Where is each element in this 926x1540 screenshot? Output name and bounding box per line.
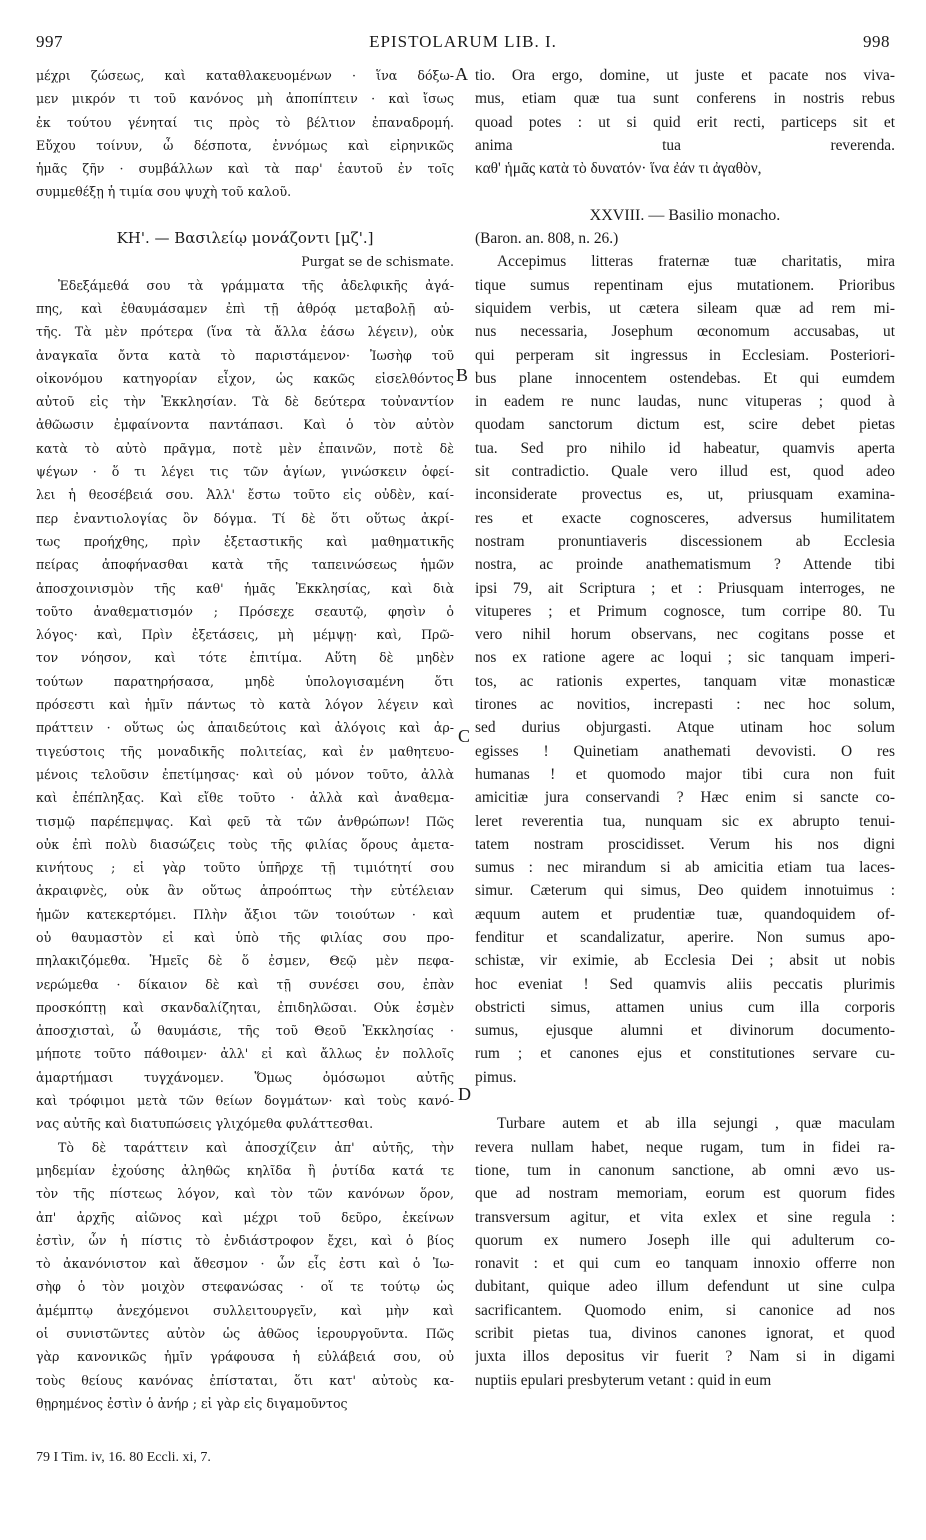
- greek-text-line: μεν μικρόν τι τοῦ κανόνος μὴ ἀποπίπτειν · καὶ ἴσως: [36, 91, 454, 107]
- latin-text-line: nos ex ratione agere ac loqui ; sic tanquam imperi-: [475, 649, 895, 667]
- latin-text-line: que ad nostram memoriam, eorum est quorum fides: [475, 1185, 895, 1203]
- greek-text-line: τούτων παρατηρήσασα, μηδὲ ὑπολογισαμένη ὅτι: [36, 673, 454, 689]
- greek-text-line: ἐκ τούτου γένηταί τις πρὸς τὸ βέλτιον ἐπαναδρομή.: [36, 114, 454, 130]
- greek-text-line: ἀμέμπτῳ ἀνεχόμενοι συλλειτουργεῖν, καὶ μὴν καὶ: [36, 1302, 454, 1318]
- latin-text-line: ipsi 79, ait Scriptura ; et : Priusquam interroges, ne: [475, 579, 895, 597]
- greek-text-line: ἀποσχοινισμὸν τῆς καθ' ἡμᾶς Ἐκκλησίας, καὶ διὰ: [36, 580, 454, 596]
- latin-text-line: ronavit : et qui cum eo tanquam innoxio offerre non: [475, 1255, 895, 1273]
- greek-text-line: νας αὐτῆς καὶ διατυπώσεις γλιχόμεθα φυλάττεσθαι.: [36, 1116, 374, 1132]
- greek-text-line: Ἐδεξάμεθά σου τὰ γράμματα τῆς ἀδελφικῆς ἀγά-: [58, 277, 454, 293]
- latin-text-line: tatem nostram proscidisset. Verum his nos digni: [475, 835, 895, 853]
- latin-text-line: tique sumus repentinam ejus mutationem. Prioribus: [475, 276, 895, 294]
- latin-text-line: simur. Cæterum qui simus, Deo quidem innotuimus :: [475, 882, 895, 900]
- greek-text-line: περ ἐναντιολογίας ὂν δόγμα. Τί δὲ ὅτι οὕτως ἀκρί-: [36, 510, 454, 526]
- greek-text-line: τον νόησον, καὶ τότε ἐπιτίμα. Αὕτη δὲ μηδὲν: [36, 650, 454, 666]
- greek-text-line: ἡμῶν κατεκερτόμει. Πλὴν ἄξιοι τῶν τοιούτων · καὶ: [36, 906, 454, 922]
- greek-text-line: ψέγων · ὅ τι λέγει τις τῶν ἁγίων, γινώσκειν ὀφεί-: [36, 464, 454, 480]
- greek-text-line: τισμῷ παρέπεμψας. Καὶ φεῦ τὰ τῶν ἀνθρώπων! Πῶς: [36, 813, 454, 829]
- latin-text-line: dubitant, quique adeo illum defendunt ut sine culpa: [475, 1278, 895, 1296]
- latin-text-line: quoad potes : ut si quid erit recti, particeps sit et: [475, 113, 895, 131]
- latin-text-line: qui perperam sit ingressus in Ecclesiam. Posteriori-: [475, 346, 895, 364]
- footnotes: 79 I Tim. iv, 16. 80 Eccli. xi, 7.: [36, 1450, 211, 1465]
- greek-text-line: Εὔχου τοίνυν, ὦ δέσποτα, ἐννόμως καὶ εἰρηνικῶς: [36, 137, 454, 153]
- running-title: EPISTOLARUM LIB. I.: [369, 32, 557, 51]
- margin-marker-c: C: [458, 726, 471, 746]
- greek-text-line: πρόσεστι καὶ ἡμῖν πάντως τὸ κατὰ λόγον λέγειν καὶ: [36, 697, 454, 713]
- greek-text-line: οἰκονόμου κατηγορίαν εἶχον, ὡς κακῶς εἰσελθόντος: [36, 370, 454, 386]
- greek-text-line: πείρας ἀποφήνασθαι κατὰ τῆς ταπεινώσεως ἡμῶν: [36, 557, 454, 573]
- spacer: [475, 180, 895, 203]
- greek-text-line: τῆς. Τὰ μὲν πρότερα (ἵνα τὰ ἄλλα ἐάσω λέγειν), οὐκ: [36, 324, 454, 340]
- latin-text-line: sacrificantem. Quomodo enim, si canonice ad nos: [475, 1301, 895, 1319]
- latin-text-line: mus, etiam quæ tua sunt conferens in nostris rebus: [475, 90, 895, 108]
- latin-text-line: in eadem re nunc laudas, nunc vituperas ; quod à: [475, 393, 895, 411]
- latin-text-line: tirones ac novitios, increpasti : nec hoc solum,: [475, 696, 895, 714]
- greek-text-line: τιγεύστοις τῆς μοναδικῆς πολιτείας, καὶ ἐν μαθητευο-: [36, 743, 454, 759]
- greek-text-line: ἐστὶν, ὧν ἡ πίστις τὸ ἐνδιάστροφον ἔχει, καὶ ὁ βίος: [36, 1232, 454, 1248]
- greek-text-line: ἁμαρτήμασι τυγχάνομεν. Ὅμως ὀμόσωμοι αὐτῆς: [36, 1069, 454, 1085]
- latin-text-line: sumus : nec mirandum si ab amicitia etiam tua laces-: [475, 859, 895, 877]
- latin-text-line: καθ' ἡμᾶς κατὰ τὸ δυνατόν· ἵνα ἐάν τι ἀγαθὸν,: [475, 160, 762, 178]
- latin-text-line: rum ; et canones ejus et constitutiones servare cu-: [475, 1045, 895, 1063]
- latin-text-line: Accepimus litteras fraternæ tuæ charitatis, mira: [497, 253, 895, 271]
- latin-text-line: siquidem verbis, ut cætera sileam quæ ad rem mi-: [475, 299, 895, 317]
- greek-text-line: νερώμεθα · δίκαιον δὲ καὶ τῇ συνέσει σου, ἐπὰν: [36, 976, 454, 992]
- margin-marker-d: D: [458, 1084, 471, 1104]
- greek-text-line: αὐτοῦ εἰς τὴν Ἐκκλησίαν. Τὰ δὲ δεύτερα τοὐναντίον: [36, 394, 454, 410]
- latin-column: [475, 64, 895, 1392]
- greek-column: [36, 64, 454, 1415]
- greek-text-line: μηδεμίαν ἐχούσης ἀληθῶς κηλῖδα ἢ ῥυτίδα κατά τε: [36, 1162, 454, 1178]
- greek-text-line: πης, καὶ ἐθαυμάσαμεν ἐπὶ τῇ ἀθρόᾳ μεταβολῇ αὐ-: [36, 300, 454, 316]
- latin-text-line: tione, tum in canonum sanctione, ab omni ævo us-: [475, 1161, 895, 1179]
- margin-marker-b: B: [456, 365, 469, 385]
- greek-text-line: πράττειν · οὕτως ὡς ἀπαιδεύτοις καὶ ἀλόγοις καὶ ἀρ-: [36, 720, 454, 736]
- latin-text-line: Turbare autem et ab illa sejungi , quæ maculam: [497, 1115, 895, 1133]
- latin-text-line: leret reverentia tua, nunquam sic ex abrupto tenui-: [475, 812, 895, 830]
- greek-text-line: τως προήχθης, πρὶν ἐξεταστικῆς καὶ μαθηματικῆς: [36, 533, 454, 549]
- latin-text-line: scribit pietas tua, divinos canones ignorat, et quod: [475, 1325, 895, 1343]
- spacer: [36, 204, 454, 227]
- greek-text-line: ἀκραιφνὲς, οὐκ ἂν οὕτως ἀπροόπτως τὴν εὐτέλειαν: [36, 883, 454, 899]
- greek-text-line: θῃρημένος ἐστὶν ὁ ἀνήρ ; εἰ γὰρ εἰς διγαμοῦντος: [36, 1395, 348, 1411]
- latin-text-line: quodam sanctorum dictum est, scire debet pietas: [475, 416, 895, 434]
- latin-text-line: transversum agitur, et vita exlex et sine regula :: [475, 1208, 895, 1226]
- latin-text-line: tio. Ora ergo, domine, ut juste et pacate nos viva-: [475, 67, 895, 84]
- left-page-number: 997: [36, 32, 63, 51]
- greek-text-line: κατὰ τὸ αὐτὸ πρᾶγμα, ποτὲ μὲν ἐπαινῶν, ποτὲ δὲ: [36, 440, 454, 456]
- latin-text-line: tua. Sed pro nihilo id habeatur, quamvis aperta: [475, 439, 895, 457]
- latin-text-line: anima tua reverenda.: [475, 136, 895, 154]
- latin-text-line: quorum ex numero Joseph ille qui adulterum co-: [475, 1231, 895, 1249]
- greek-text-line: πηλακιζόμεθα. Ἡμεῖς δὲ ὅ ἐσμεν, Θεῷ μὲν πεφα-: [36, 953, 454, 969]
- greek-letter-heading: ΚΗ'. — Βασιλείῳ μονάζοντι [μζ'.]: [116, 229, 374, 248]
- greek-text-line: οὐ θαυμαστὸν εἰ καὶ ὑπὸ τῆς φιλίας σου προ-: [36, 929, 454, 945]
- latin-text-line: æquum autem et prudentiæ tuæ, quandoquidem of-: [475, 905, 895, 923]
- greek-text-line: τὸ ἀκανόνιστον καὶ ἄθεσμον · ὧν εἷς ἐστι καὶ ὁ Ἰω-: [36, 1256, 454, 1272]
- latin-text-line: nus necessaria, Josephum œconomum accusabas, ut: [475, 323, 895, 341]
- latin-text-line: juxta illos depositus vir fuerit ? Nam si in digami: [475, 1348, 895, 1366]
- latin-source-note: (Baron. an. 808, n. 26.): [475, 230, 619, 248]
- latin-letter-heading: XXVIII. — Basilio monacho.: [589, 206, 781, 224]
- greek-text-line: τὸν τῆς πίστεως λόγον, καὶ τὸν τῶν κανόνων ὅρον,: [36, 1186, 454, 1202]
- latin-text-line: amicitiæ jura conservandi ? Hæc enim si sancte co-: [475, 789, 895, 807]
- latin-text-line: vero nihil horum observans, nec cogitans posse et: [475, 626, 895, 644]
- latin-text-line: sit contradictio. Quale vero illud est, quod adeo: [475, 463, 895, 481]
- greek-text-line: οἱ συνιστῶντες αὐτὸν ὡς ἀθῶος ἱερουργοῦντα. Πῶς: [36, 1326, 454, 1342]
- latin-text-line: schistæ, vir eximie, ab Ecclesia Dei ; absit ut nobis: [475, 952, 895, 970]
- greek-text-line: οὐκ ἐπὶ πολὺ διασώζεις τοὺς τῆς φιλίας ὅρους ἀμετα-: [36, 836, 454, 852]
- greek-text-line: καὶ ἐπέπληξας. Καὶ εἴθε τοῦτο · ἀλλὰ καὶ ἀναθεμα-: [36, 790, 454, 806]
- greek-text-line: γὰρ κανονικῶς ἡμῖν γράφουσα ἡ εὐλάβειά σου, οὐ: [36, 1349, 454, 1365]
- latin-text-line: inconsiderate provectus es, ut, priusquam examina-: [475, 486, 895, 504]
- latin-text-line: fenditur et scandalizatur, aperire. Non sumus apo-: [475, 928, 895, 946]
- greek-text-line: λόγος· καὶ, Πρὶν ἐξετάσεις, μὴ μέμψῃ· καὶ, Πρῶ-: [36, 627, 454, 643]
- latin-text-line: sed durius objurgasti. Atque utinam hoc solum: [475, 719, 895, 737]
- greek-text-line: τοῦτο ἀναθεματισμόν ; Πρόσεχε σεαυτῷ, φησὶν ὁ: [36, 603, 454, 619]
- latin-text-line: nostra, ac proinde anathematismum ? Attende tibi: [475, 556, 895, 574]
- greek-text-line: μέχρι ζώσεως, καὶ καταθλακευομένων · ἵνα δόξω-: [36, 68, 454, 83]
- latin-text-line: humanas ! et quomodo major tibi cura non fuit: [475, 765, 895, 783]
- page-header: [36, 32, 890, 54]
- latin-text-line: pimus.: [475, 1068, 517, 1086]
- greek-text-line: μήποτε τοῦτο πάθοιμεν· ἀλλ' εἰ καὶ ἄλλως ἐν πολλοῖς: [36, 1046, 454, 1062]
- greek-text-line: τοὺς θείους κανόνας ἐπίσταται, ὅτι κατ' αὐτοὺς κα-: [36, 1372, 454, 1388]
- greek-text-line: σὴφ ὁ τὸν μοιχὸν στεφανώσας · οἵ τε τούτῳ ὡς: [36, 1279, 454, 1295]
- latin-text-line: sumus, ejusque alumni et divinorum documento-: [475, 1022, 895, 1040]
- latin-text-line: obstricti simus, attamen unius cum illa corporis: [475, 998, 895, 1016]
- latin-text-line: vituperes ; et Primum cognosce, tum corripe 80. Tu: [475, 602, 895, 620]
- greek-text-line: κινήτους ; εἰ γὰρ τοῦτο ὑπῆρχε τῇ τιμιότητί σου: [36, 860, 454, 876]
- greek-summary-note: Purgat se de schismate.: [301, 254, 454, 270]
- latin-text-line: res et exacte cognosceres, adversus humilitatem: [475, 509, 895, 527]
- greek-text-line: προσκόπτῃ καὶ σκανδαλίζηται, ἐπιδηλῶσαι. Οὐκ ἐσμὲν: [36, 999, 454, 1015]
- greek-text-line: Τὸ δὲ ταράττειν καὶ ἀποσχίζειν ἀπ' αὐτῆς, τὴν: [58, 1139, 454, 1155]
- latin-text-line: nuptiis epulari presbyterum vetant : quid in eum: [475, 1371, 772, 1389]
- greek-text-line: λει ἡ θεοσέβειά σου. Ἀλλ' ἔστω τοῦτο εἰς οὐδὲν, καί-: [36, 487, 454, 503]
- spacer: [475, 1089, 895, 1112]
- greek-text-line: ἀπ' ἀρχῆς αἰῶνος καὶ μέχρι τοῦ δεῦρο, ἐκείνων: [36, 1209, 454, 1225]
- latin-text-line: bus plane innocentem ostendebas. Et qui eumdem: [475, 369, 895, 387]
- greek-text-line: ἀποσχισταὶ, ὦ θαυμάσιε, τῆς τοῦ Θεοῦ Ἐκκλησίας ·: [36, 1023, 454, 1039]
- greek-text-line: ἀναγκαῖα ὄντα κατὰ τὸ παριστάμενον· Ἰωσὴφ τοῦ: [36, 347, 454, 363]
- latin-text-line: tos, ac rationis expertes, tanquam vitæ monasticæ: [475, 672, 895, 690]
- greek-text-line: ἀθῶωσιν ἐμφαίνοντα παντάπασι. Καὶ ὁ τὸν αὐτὸν: [36, 417, 454, 433]
- right-page-number: 998: [863, 32, 890, 51]
- latin-text-line: nostram pronuntiaveris discessionem ab Ecclesia: [475, 532, 895, 550]
- latin-text-line: revera nullam habet, neque rugam, tum in fidei ra-: [475, 1138, 895, 1156]
- greek-text-line: ἡμᾶς ζῆν · συμβάλλων καὶ τὰ παρ' ἑαυτοῦ ἐν τοῖς: [36, 161, 454, 177]
- margin-marker-a: A: [455, 64, 468, 84]
- latin-text-line: hoc eveniat ! Sed quamvis aliis peccatis plurimis: [475, 975, 895, 993]
- greek-text-line: συμμεθέξῃ ἡ τιμία σου ψυχὴ τοῦ καλοῦ.: [36, 184, 292, 200]
- latin-text-line: egisses ! Quinetiam anathemati devovisti. O res: [475, 742, 895, 760]
- greek-text-line: μένοις τελοῦσιν ἐπετίμησας· καὶ οὐ μόνον τοῦτο, ἀλλὰ: [36, 766, 454, 782]
- greek-text-line: καὶ τρόφιμοι μετὰ τῶν θείων δογμάτων· καὶ τοὺς κανό-: [36, 1093, 454, 1109]
